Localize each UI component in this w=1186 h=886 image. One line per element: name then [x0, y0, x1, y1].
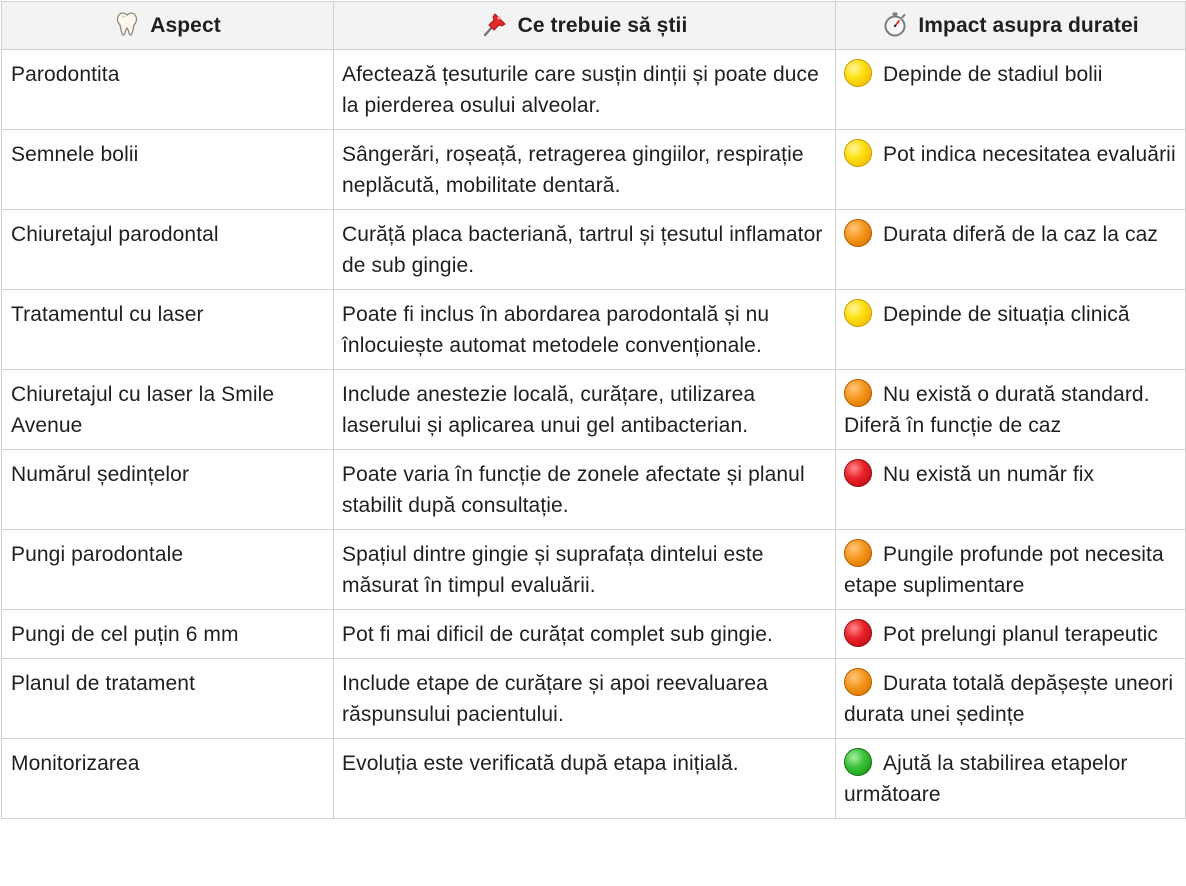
table-row	[2, 659, 1186, 739]
info-cell: Poate fi inclus în abordarea parodontală și nu înlocuiește automat metodele convenționale.	[334, 290, 836, 370]
impact-cell	[836, 290, 1186, 370]
impact-text: Ajută la stabilirea etapelor următoare	[844, 752, 1128, 806]
info-cell: Include anestezie locală, curățare, utilizarea laserului și aplicarea unui gel antibacterian.	[334, 370, 836, 450]
header-info-label: Ce trebuie să știi	[517, 14, 688, 37]
table-row	[2, 739, 1186, 819]
aspect-cell: Parodontita	[2, 50, 334, 130]
table-row	[2, 370, 1186, 450]
table-row	[2, 290, 1186, 370]
info-cell: Poate varia în funcție de zonele afectate și planul stabilit după consultație.	[334, 450, 836, 530]
impact-cell	[836, 610, 1186, 659]
orange-circle-icon	[844, 379, 872, 407]
duration-impact-table	[1, 1, 1186, 819]
table-row	[2, 50, 1186, 130]
info-cell: Spațiul dintre gingie și suprafața dintelui este măsurat în timpul evaluării.	[334, 530, 836, 610]
table-row	[2, 530, 1186, 610]
aspect-cell: Chiuretajul parodontal	[2, 210, 334, 290]
aspect-cell: Tratamentul cu laser	[2, 290, 334, 370]
header-impact-label: Impact asupra duratei	[918, 14, 1139, 37]
impact-text: Nu există o durată standard. Diferă în funcție de caz	[844, 383, 1150, 437]
yellow-circle-icon	[844, 139, 872, 167]
impact-text: Depinde de situația clinică	[883, 303, 1130, 326]
table-row	[2, 450, 1186, 530]
header-aspect-label: Aspect	[150, 14, 221, 37]
impact-text: Depinde de stadiul bolii	[883, 63, 1103, 86]
stopwatch-icon	[882, 11, 908, 37]
orange-circle-icon	[844, 219, 872, 247]
impact-cell	[836, 739, 1186, 819]
aspect-cell: Numărul ședințelor	[2, 450, 334, 530]
table-row	[2, 610, 1186, 659]
impact-text: Nu există un număr fix	[883, 463, 1095, 486]
info-cell: Include etape de curățare și apoi reevaluarea răspunsului pacientului.	[334, 659, 836, 739]
table-row	[2, 210, 1186, 290]
impact-cell	[836, 659, 1186, 739]
impact-text: Durata totală depășește uneori durata unei ședințe	[844, 672, 1174, 726]
aspect-cell: Planul de tratament	[2, 659, 334, 739]
green-circle-icon	[844, 748, 872, 776]
info-cell: Curăță placa bacteriană, tartrul și țesutul inflamator de sub gingie.	[334, 210, 836, 290]
table-row	[2, 130, 1186, 210]
impact-cell	[836, 370, 1186, 450]
aspect-cell: Pungi de cel puțin 6 mm	[2, 610, 334, 659]
header-impact	[836, 2, 1186, 50]
info-cell: Evoluția este verificată după etapa inițială.	[334, 739, 836, 819]
red-circle-icon	[844, 459, 872, 487]
impact-text: Pot indica necesitatea evaluării	[883, 143, 1176, 166]
impact-cell	[836, 130, 1186, 210]
orange-circle-icon	[844, 539, 872, 567]
aspect-cell: Monitorizarea	[2, 739, 334, 819]
impact-cell	[836, 50, 1186, 130]
info-cell: Afectează țesuturile care susțin dinții și poate duce la pierderea osului alveolar.	[334, 50, 836, 130]
aspect-cell: Semnele bolii	[2, 130, 334, 210]
aspect-cell: Chiuretajul cu laser la Smile Avenue	[2, 370, 334, 450]
impact-text: Pot prelungi planul terapeutic	[883, 623, 1159, 646]
info-cell: Pot fi mai dificil de curățat complet sub gingie.	[334, 610, 836, 659]
orange-circle-icon	[844, 668, 872, 696]
impact-cell	[836, 210, 1186, 290]
tooth-icon	[114, 11, 140, 37]
table-header-row	[2, 2, 1186, 50]
impact-text: Durata diferă de la caz la caz	[883, 223, 1158, 246]
aspect-cell: Pungi parodontale	[2, 530, 334, 610]
yellow-circle-icon	[844, 59, 872, 87]
header-aspect	[2, 2, 334, 50]
impact-cell	[836, 530, 1186, 610]
header-info	[334, 2, 836, 50]
yellow-circle-icon	[844, 299, 872, 327]
info-cell: Sângerări, roșeață, retragerea gingiilor, respirație neplăcută, mobilitate dentară.	[334, 130, 836, 210]
impact-cell	[836, 450, 1186, 530]
impact-text: Pungile profunde pot necesita etape suplimentare	[844, 543, 1164, 597]
red-circle-icon	[844, 619, 872, 647]
pushpin-icon	[482, 11, 508, 37]
